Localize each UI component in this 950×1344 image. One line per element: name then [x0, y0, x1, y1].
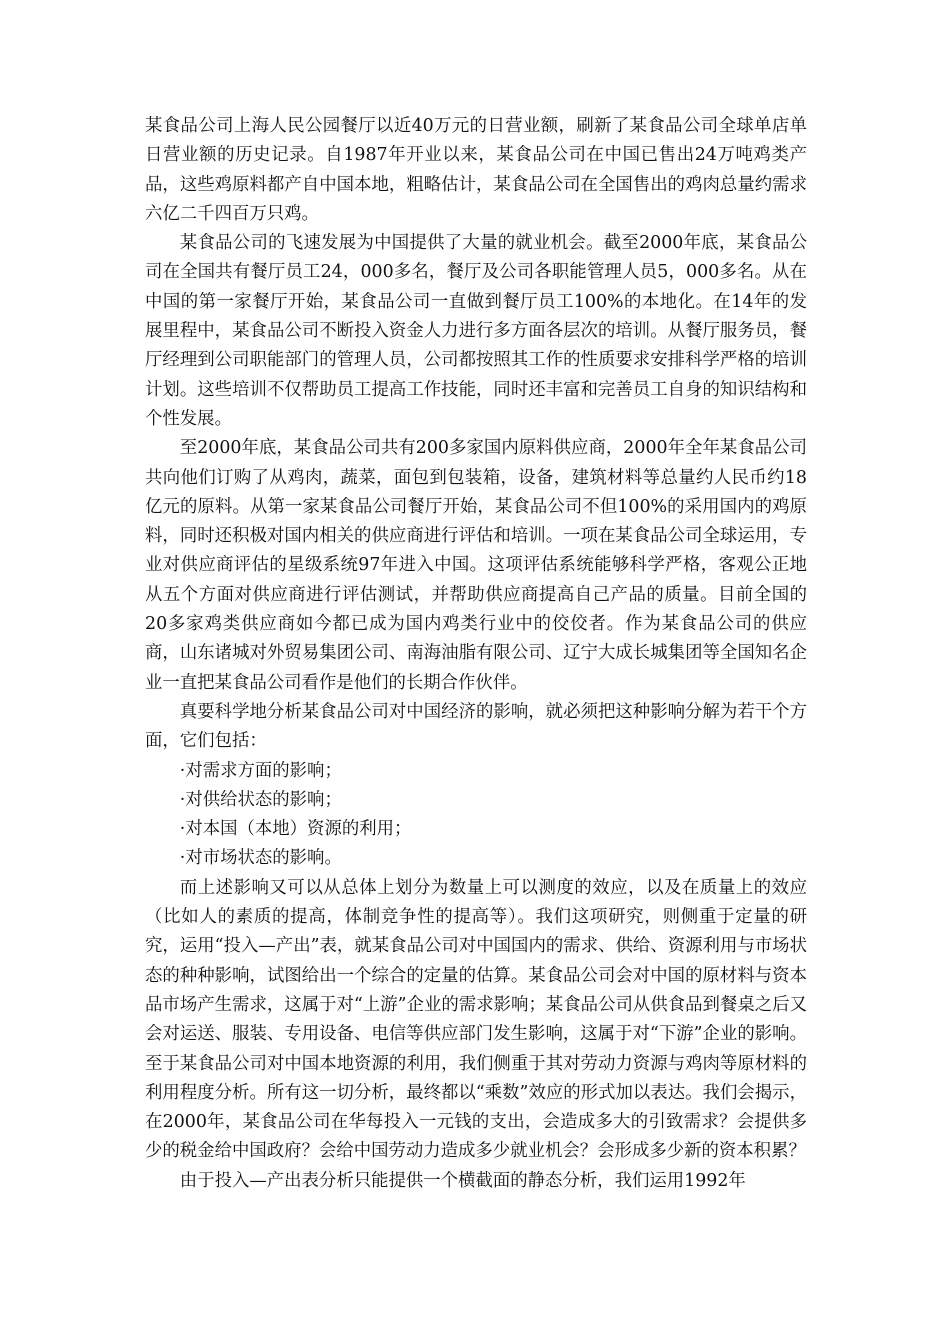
impact-list [145, 757, 807, 874]
paragraph-employment: 某食品公司的飞速发展为中国提供了大量的就业机会。截至2000年底，某食品公司在全国共有餐厅员工24，000多名，餐厅及公司各职能管理人员5，000多名。从在中国的第一家餐厅开始，某食品公司一直做到餐厅员工100%的本地化。在14年的发展里程中，某食品公司不断投入资金人力进行多方面各层次的培训。从餐厅服务员，餐厅经理到公司职能部门的管理人员，公司都按照其工作的性质要求安排科学严格的培训计划。这些培训不仅帮助员工提高工作技能，同时还丰富和完善员工自身的知识结构和个性发展。 [145, 233, 807, 429]
list-item: ·对市场状态的影响。 [179, 848, 342, 869]
document-body [145, 112, 807, 1196]
list-item: ·对需求方面的影响； [179, 760, 342, 781]
paragraph-sales-record: 某食品公司上海人民公园餐厅以近40万元的日营业额，刷新了某食品公司全球单店单日营业额的历史记录。自1987年开业以来，某食品公司在中国已售出24万吨鸡类产品，这些鸡原料都产自中国本地，粗略估计，某食品公司在全国售出的鸡肉总量约需求六亿二千四百万只鸡。 [145, 116, 807, 224]
list-item: ·对供给状态的影响； [179, 789, 342, 810]
paragraph-suppliers: 至2000年底，某食品公司共有200多家国内原料供应商，2000年全年某食品公司共向他们订购了从鸡肉，蔬菜，面包到包装箱，设备，建筑材料等总量约人民币约18亿元的原料。从第一家某食品公司餐厅开始，某食品公司不但100%的采用国内的鸡原料，同时还积极对国内相关的供应商进行评估和培训。一项在某食品公司全球运用，专业对供应商评估的星级系统97年进入中国。这项评估系统能够科学严格，客观公正地从五个方面对供应商进行评估测试，并帮助供应商提高自己产品的质量。目前全国的20多家鸡类供应商如今都已成为国内鸡类行业中的佼佼者。作为某食品公司的供应商，山东诸城对外贸易集团公司、南海油脂有限公司、辽宁大成长城集团等全国知名企业一直把某食品公司看作是他们的长期合作伙伴。 [145, 438, 807, 693]
paragraph-analysis-intro: 真要科学地分析某食品公司对中国经济的影响，就必须把这种影响分解为若干个方面，它们包括： [145, 701, 807, 752]
paragraph-input-output: 由于投入—产出表分析只能提供一个横截面的静态分析，我们运用1992年 [179, 1170, 746, 1191]
paragraph-quantitative-method: 而上述影响又可以从总体上划分为数量上可以测度的效应，以及在质量上的效应（比如人的素质的提高，体制竞争性的提高等）。我们这项研究，则侧重于定量的研究，运用“投入—产出”表，就某食品公司对中国国内的需求、供给、资源利用与市场状态的种种影响，试图给出一个综合的定量的估算。某食品公司会对中国的原材料与资本品市场产生需求，这属于对“上游”企业的需求影响；某食品公司从供食品到餐桌之后又会对运送、服装、专用设备、电信等供应部门发生影响，这属于对“下游”企业的影响。至于某食品公司对中国本地资源的利用，我们侧重于其对劳动力资源与鸡肉等原材料的利用程度分析。所有这一切分析，最终都以“乘数”效应的形式加以表达。我们会揭示，在2000年，某食品公司在华每投入一元钱的支出，会造成多大的引致需求？会提供多少的税金给中国政府？会给中国劳动力造成多少就业机会？会形成多少新的资本积累？ [145, 877, 807, 1162]
list-item: ·对本国（本地）资源的利用； [179, 819, 412, 840]
